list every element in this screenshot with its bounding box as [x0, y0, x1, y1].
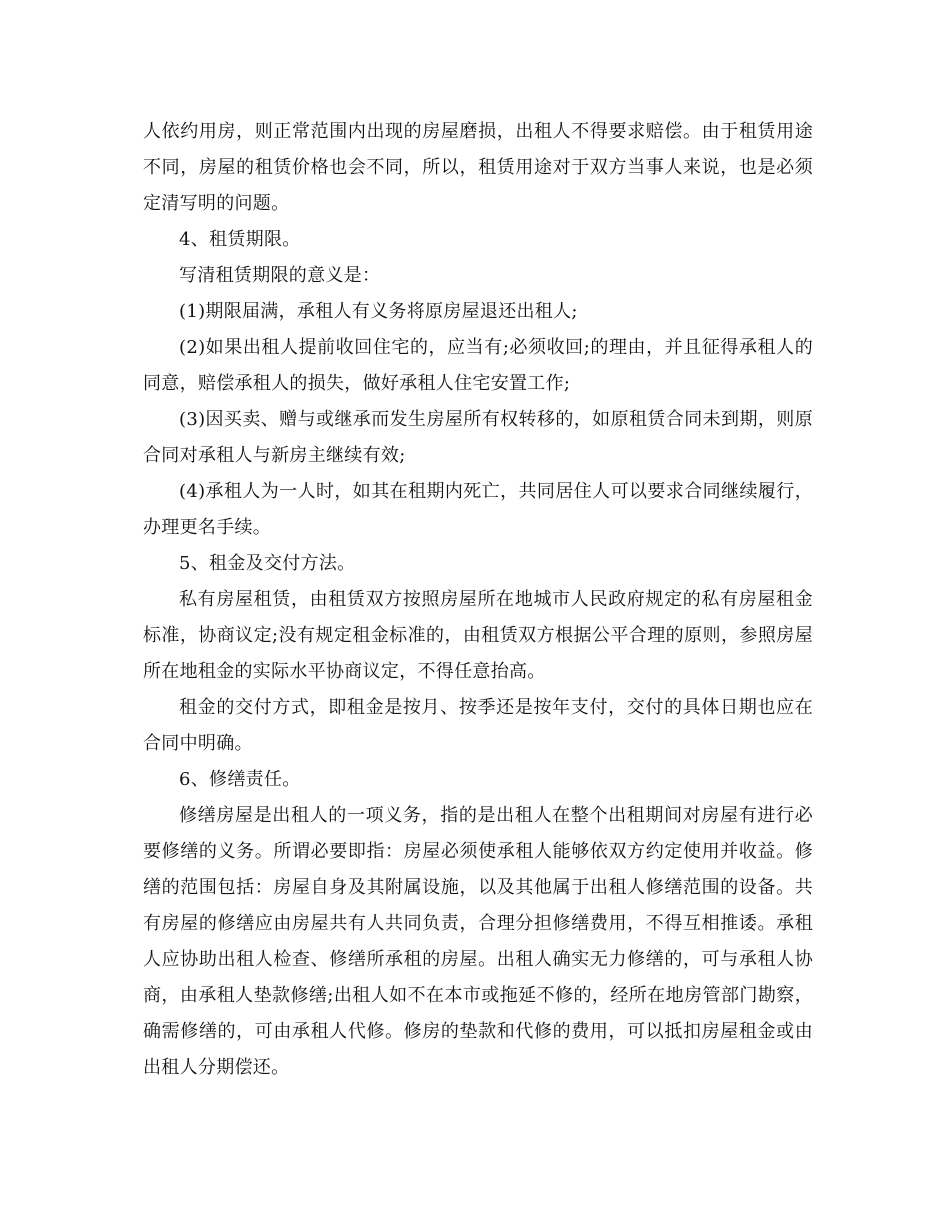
list-item-term-3: (3)因买卖、赠与或继承而发生房屋所有权转移的，如原租赁合同未到期，则原合同对承租人与新房主继续有效; — [143, 409, 813, 466]
list-item-term-2: (2)如果出租人提前收回住宅的，应当有;必须收回;的理由，并且征得承租人的同意，赔偿承租人的损失，做好承租人住宅安置工作; — [143, 337, 813, 394]
paragraph-payment-method: 租金的交付方式，即租金是按月、按季还是按年支付，交付的具体日期也应在合同中明确。 — [143, 697, 813, 754]
paragraph-private-rent: 私有房屋租赁，由租赁双方按照房屋所在地城市人民政府规定的私有房屋租金标准，协商议定;没有规定租金标准的，由租赁双方根据公平合理的原则，参照房屋所在地租金的实际水平协商议定，不得任意抬高。 — [143, 589, 813, 682]
paragraph-repair-details: 修缮房屋是出租人的一项义务，指的是出租人在整个出租期间对房屋有进行必要修缮的义务。所谓必要即指：房屋必须使承租人能够依双方约定使用并收益。修缮的范围包括：房屋自身及其附属设施，以及其他属于出租人修缮范围的设备。共有房屋的修缮应由房屋共有人共同负责，合理分担修缮费用，不得互相推诿。承租人应协助出租人检查、修缮所承租的房屋。出租人确实无力修缮的，可与承租人协商，由承租人垫款修缮;出租人如不在本市或拖延不修的，经所在地房管部门勘察，确需修缮的，可由承租人代修。修房的垫款和代修的费用，可以抵扣房屋租金或由出租人分期偿还。 — [143, 805, 813, 1078]
list-item-term-1: (1)期限届满，承租人有义务将原房屋退还出租人; — [179, 301, 578, 322]
document-body — [143, 114, 813, 1086]
heading-rent-payment: 5、租金及交付方法。 — [179, 553, 356, 574]
list-item-term-4: (4)承租人为一人时，如其在租期内死亡，共同居住人可以要求合同继续履行，办理更名手续。 — [143, 481, 813, 538]
paragraph-term-meaning: 写清租赁期限的意义是： — [179, 265, 381, 286]
paragraph-usage-continuation: 人依约用房，则正常范围内出现的房屋磨损，出租人不得要求赔偿。由于租赁用途不同，房屋的租赁价格也会不同，所以，租赁用途对于双方当事人来说，也是必须定清写明的问题。 — [143, 121, 813, 214]
heading-repair-responsibility: 6、修缮责任。 — [179, 769, 301, 790]
heading-lease-term: 4、租赁期限。 — [179, 229, 301, 250]
